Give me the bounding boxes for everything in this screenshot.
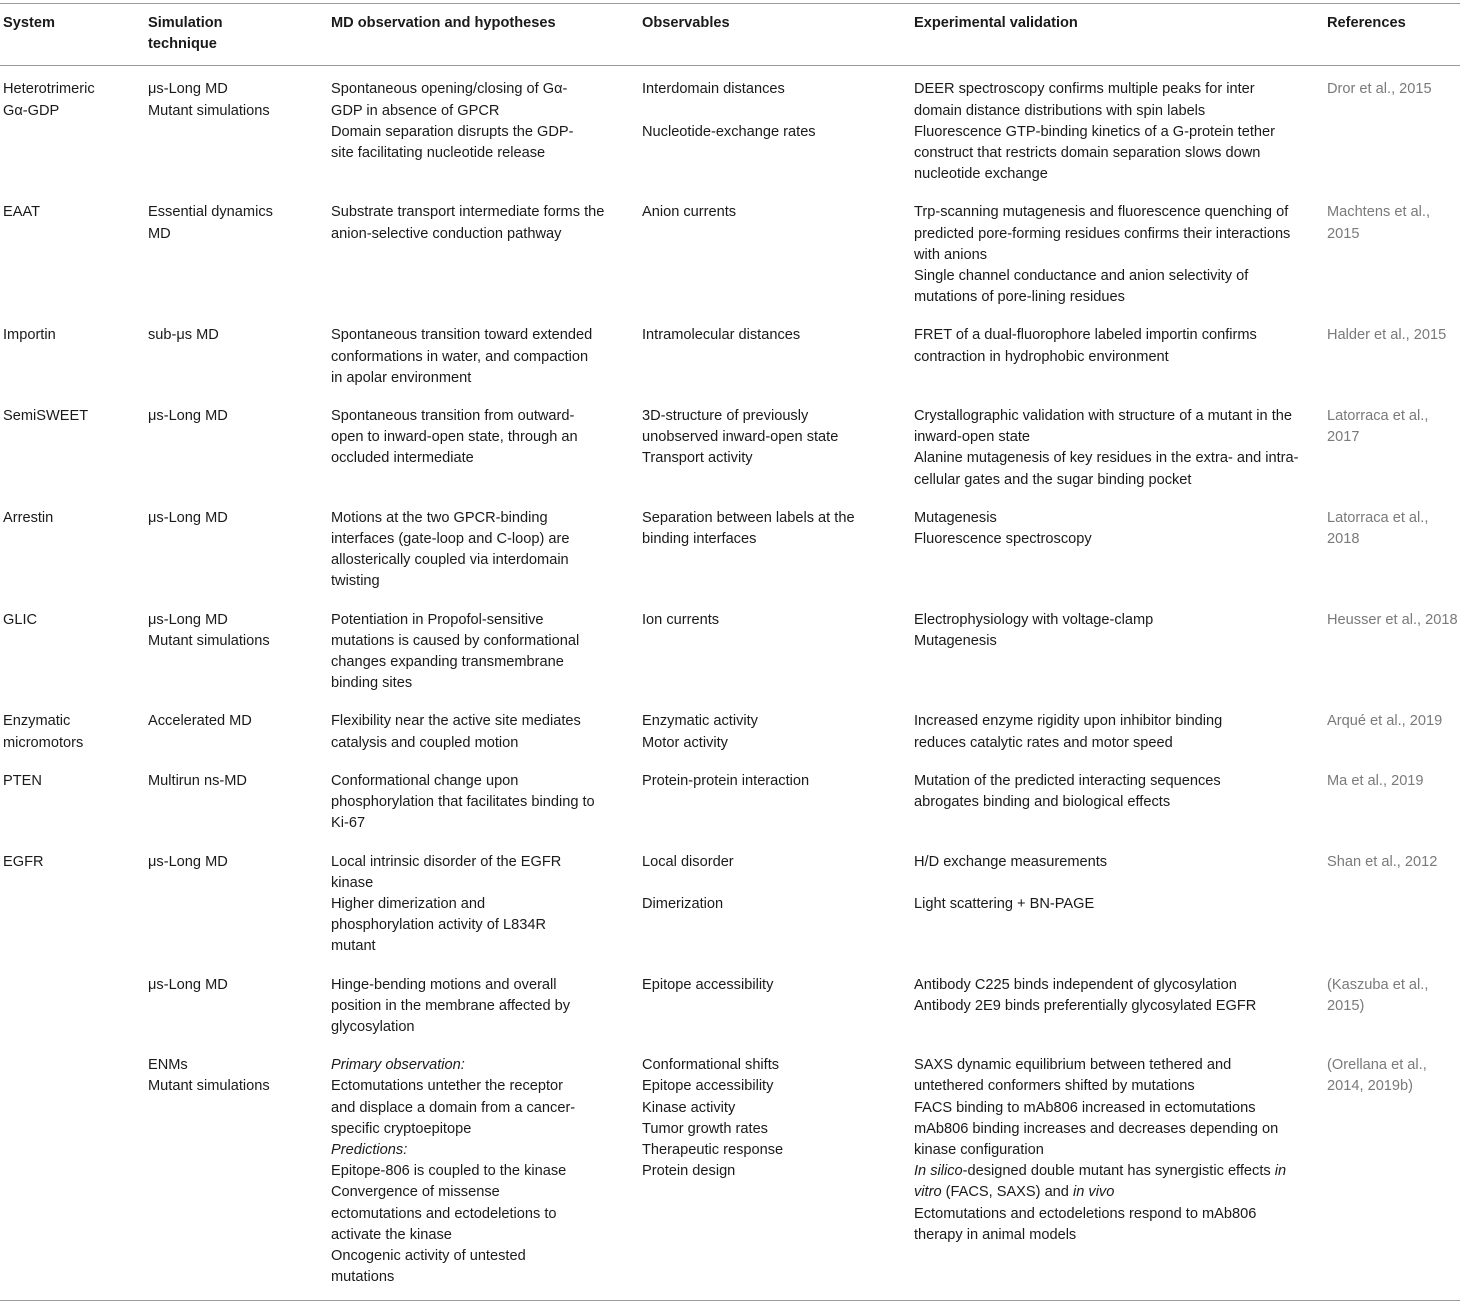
cell-system [0,963,148,1044]
table-row [0,699,1460,758]
cell-validation: FRET of a dual-fluorophore labeled importin confirms contraction in hydrophobic environment [914,327,1257,365]
cell-system: PTEN [3,772,42,789]
observable-b: Transport activity [642,450,753,467]
cell-md: Spontaneous transition toward extended conformations in water, and compaction in apolar environment [331,327,593,386]
observable-b: Nucleotide-exchange rates [642,123,816,140]
validation-a: H/D exchange measurements [914,853,1108,870]
observable-a: Interdomain distances [642,81,785,98]
cell-system [0,1043,148,1301]
cell-observables: Intramolecular distances [642,327,801,344]
cell-technique: sub-μs MD [148,327,219,344]
cell-observables: Separation between labels at the binding interfaces [642,509,855,548]
cell-validation [914,1043,1327,1301]
md-primary-label: Primary observation: [331,1057,465,1074]
cell-reference: Ma et al., 2019 [1327,772,1424,789]
cell-observables: Epitope accessibility [642,976,774,993]
cell-system: Heterotrimeric Gα-GDP [3,81,95,119]
cell-technique: μs-Long MD [148,853,228,870]
cell-md: Hinge-bending motions and overall position in the membrane affected by glycosylation [331,976,571,1035]
cell-reference: Dror et al., 2015 [1327,81,1432,98]
md-predictions-label: Predictions: [331,1141,408,1158]
table-row [0,840,1460,963]
validation-3: Ectomutations and ectodeletions respond to mAb806 therapy in animal models [914,1205,1261,1243]
cell-validation [914,66,1327,191]
cell-validation: Antibody C225 binds independent of glycosylation Antibody 2E9 binds preferentially glycosylated EGFR [914,976,1257,1014]
cell-reference: Latorraca et al., 2017 [1327,408,1429,446]
cell-reference: Machtens et al., 2015 [1327,204,1431,242]
cell-validation: Mutagenesis Fluorescence spectroscopy [914,509,1092,548]
cell-observables: Enzymatic activity Motor activity [642,713,758,751]
cell-observables: Anion currents [642,204,737,221]
cell-validation [914,394,1327,496]
table-row [0,190,1460,313]
cell-system: Importin [3,327,56,344]
header-observables: Observables [642,15,730,31]
observable-a: 3D-structure of previously unobserved inward-open state [642,408,839,446]
cell-reference: Shan et al., 2012 [1327,853,1438,870]
cell-md [331,1043,642,1301]
cell-reference: Halder et al., 2015 [1327,327,1447,344]
cell-observables [642,394,914,496]
cell-reference: Latorraca et al., 2018 [1327,509,1429,548]
cell-md: Spontaneous opening/closing of Gα-GDP in absence of GPCR Domain separation disrupts the GDP-site facilitating nucleotide release [331,81,574,162]
md-primary: Ectomutations untether the receptor and displace a domain from a cancer-specific cryptoepitope [331,1078,576,1137]
observable-b: Dimerization [642,895,724,912]
cell-validation [914,840,1327,963]
cell-technique: Essential dynamics MD [148,204,273,242]
cell-md: Substrate transport intermediate forms the anion-selective conduction pathway [331,204,605,242]
cell-observables [642,840,914,963]
cell-validation: Electrophysiology with voltage-clamp Mutagenesis [914,611,1154,649]
table-row [0,1043,1460,1301]
cell-md: Motions at the two GPCR-binding interfaces (gate-loop and C-loop) are allosterically coupled via interdomain twisting [331,509,570,590]
cell-system: GLIC [3,611,38,628]
cell-technique: μs-Long MD Mutant simulations [148,81,270,119]
cell-observables: Ion currents [642,611,720,628]
table-row [0,313,1460,394]
validation-b: Fluorescence GTP-binding kinetics of a G-protein tether construct that restricts domain separation slows down nucleotide exchange [914,123,1280,183]
cell-md: Conformational change upon phosphorylation that facilitates binding to Ki-67 [331,772,595,832]
validation-2: In silico-designed double mutant has synergistic effects in vitro (FACS, SAXS) and in vivo [914,1163,1291,1201]
cell-observables: Protein-protein interaction [642,772,810,789]
cell-system: EGFR [3,853,44,870]
table-row [0,598,1460,700]
table-row [0,963,1460,1044]
cell-md: Potentiation in Propofol-sensitive mutations is caused by conformational changes expanding transmembrane binding sites [331,611,580,692]
cell-observables [642,66,914,191]
cell-technique: Accelerated MD [148,713,252,730]
md-predictions: Epitope-806 is coupled to the kinase Convergence of missense ectomutations and ectodeletions to activate the kinase Oncogenic activity of untested mutations [331,1163,567,1286]
cell-technique: Multirun ns-MD [148,772,247,789]
table-row [0,66,1460,191]
header-simulation-technique: Simulation technique [148,15,223,53]
cell-reference: (Orellana et al., 2014, 2019b) [1327,1057,1427,1095]
header-references: References [1327,15,1406,31]
cell-system: Enzymatic micromotors [3,713,84,751]
validation-a: Crystallographic validation with structure of a mutant in the inward-open state [914,408,1297,446]
cell-md: Local intrinsic disorder of the EGFR kinase Higher dimerization and phosphorylation activity of L834R mutant [331,853,562,955]
validation-1: SAXS dynamic equilibrium between tethered and untethered conformers shifted by mutations FACS binding to mAb806 increased in ectomutations mAb806 binding increases and decreases depending on kinase configuration [914,1057,1279,1158]
cell-technique: ENMs Mutant simulations [148,1057,270,1095]
cell-technique: μs-Long MD [148,509,228,526]
validation-b: Light scattering + BN-PAGE [914,895,1095,912]
comparison-table [0,3,1460,1301]
validation-b: Alanine mutagenesis of key residues in the extra- and intra-cellular gates and the sugar binding pocket [914,450,1299,488]
cell-validation: Trp-scanning mutagenesis and fluorescence quenching of predicted pore-forming residues confirms their interactions with anions Single channel conductance and anion selectivity of mutations of pore-lining residues [914,204,1291,306]
cell-md: Flexibility near the active site mediates catalysis and coupled motion [331,713,581,751]
header-md-observation: MD observation and hypotheses [331,15,556,31]
cell-md: Spontaneous transition from outward-open to inward-open state, through an occluded intermediate [331,408,578,467]
observable-a: Local disorder [642,853,734,870]
cell-validation: Increased enzyme rigidity upon inhibitor binding reduces catalytic rates and motor speed [914,713,1223,751]
cell-technique: μs-Long MD [148,976,228,993]
cell-system: Arrestin [3,509,54,526]
table-row [0,759,1460,840]
cell-system: SemiSWEET [3,408,89,425]
cell-validation: Mutation of the predicted interacting sequences abrogates binding and biological effects [914,772,1221,811]
cell-reference: Arqué et al., 2019 [1327,713,1443,730]
cell-reference: (Kaszuba et al., 2015) [1327,976,1429,1014]
validation-a: DEER spectroscopy confirms multiple peaks for inter domain distance distributions with spin labels [914,81,1259,119]
cell-technique: μs-Long MD [148,408,228,425]
cell-technique: μs-Long MD Mutant simulations [148,611,270,649]
cell-observables: Conformational shifts Epitope accessibility Kinase activity Tumor growth rates Therapeutic response Protein design [642,1057,784,1180]
header-system: System [3,15,55,31]
header-experimental-validation: Experimental validation [914,15,1078,31]
table-row [0,496,1460,598]
cell-reference: Heusser et al., 2018 [1327,611,1458,628]
cell-system: EAAT [3,204,41,221]
table-row [0,394,1460,496]
header-row [0,4,1460,66]
